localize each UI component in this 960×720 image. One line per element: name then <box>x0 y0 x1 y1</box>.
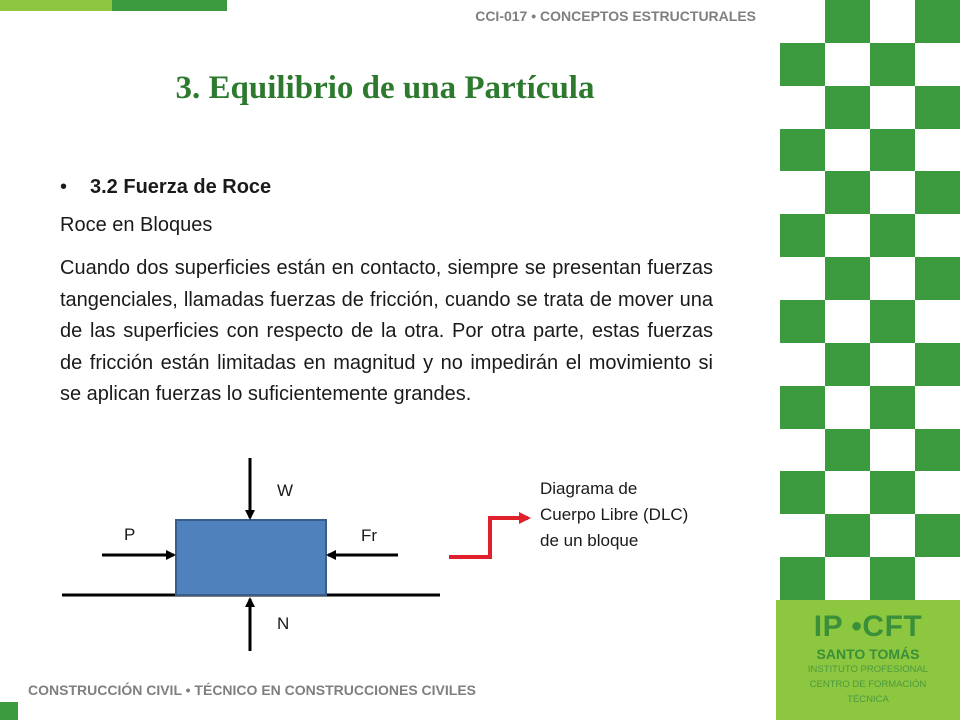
checkerboard-pattern <box>780 0 960 600</box>
checker-cell <box>915 171 960 214</box>
checker-cell <box>825 171 870 214</box>
checker-cell <box>870 429 915 472</box>
checker-cell <box>870 43 915 86</box>
logo-sub-text: SANTO TOMÁS <box>816 646 920 662</box>
checker-cell <box>825 43 870 86</box>
slide-title: 3. Equilibrio de una Partícula <box>175 70 595 106</box>
label-push: P <box>124 525 136 544</box>
checker-cell <box>825 343 870 386</box>
checker-cell <box>915 514 960 557</box>
checker-cell <box>780 257 825 300</box>
body-paragraph: Cuando dos superficies están en contacto, siempre se presentan fuerzas tangenciales, llamadas fuerzas de fricción, cuando se trata de mover una de las superficies con respecto de la otra. Por otra parte, estas fuerzas de fricción están limitadas en magnitud y no impedirán el movimiento si se aplican fuerzas lo suficientemente grandes. <box>60 257 713 405</box>
dlc-caption-line-2: Cuerpo Libre (DLC) <box>540 505 689 524</box>
course-header: CCI-017 • CONCEPTOS ESTRUCTURALES <box>475 8 756 24</box>
checker-cell <box>780 557 825 600</box>
footer-text: CONSTRUCCIÓN CIVIL • TÉCNICO EN CONSTRUCCIONES CIVILES <box>28 682 477 698</box>
checker-cell <box>870 0 915 43</box>
label-normal: N <box>277 614 290 633</box>
checker-cell <box>780 300 825 343</box>
bullet-text: 3.2 Fuerza de Roce <box>90 176 272 198</box>
checker-cell <box>915 429 960 472</box>
checker-cell <box>825 129 870 172</box>
checker-cell <box>915 0 960 43</box>
checker-cell <box>915 557 960 600</box>
checker-cell <box>825 429 870 472</box>
checker-cell <box>870 129 915 172</box>
top-accent-bar-light <box>0 0 112 11</box>
logo-line-3: TÉCNICA <box>847 694 889 705</box>
checker-cell <box>870 471 915 514</box>
checker-cell <box>870 86 915 129</box>
checker-cell <box>825 300 870 343</box>
checker-cell <box>780 514 825 557</box>
checker-cell <box>825 557 870 600</box>
checker-cell <box>780 171 825 214</box>
checker-cell <box>780 0 825 43</box>
checker-cell <box>870 557 915 600</box>
checker-cell <box>825 0 870 43</box>
checker-cell <box>915 471 960 514</box>
top-accent-bar-dark <box>112 0 227 11</box>
logo-line-1: INSTITUTO PROFESIONAL <box>807 664 929 675</box>
dlc-caption-line-1: Diagrama de <box>540 479 638 498</box>
checker-cell <box>870 171 915 214</box>
checker-cell <box>825 257 870 300</box>
logo-main-text: IP •CFT <box>813 610 923 643</box>
checker-cell <box>915 257 960 300</box>
checker-cell <box>780 343 825 386</box>
checker-cell <box>780 471 825 514</box>
checker-cell <box>870 257 915 300</box>
institution-logo <box>776 600 960 720</box>
checker-cell <box>915 43 960 86</box>
checker-cell <box>870 300 915 343</box>
checker-cell <box>780 214 825 257</box>
checker-cell <box>870 386 915 429</box>
checker-cell <box>780 386 825 429</box>
block <box>176 520 326 595</box>
corner-square <box>0 702 18 720</box>
checker-cell <box>825 514 870 557</box>
label-friction: Fr <box>361 526 378 545</box>
label-weight: W <box>277 481 294 500</box>
bullet-marker: • <box>60 176 68 198</box>
bullet-item <box>60 176 271 199</box>
checker-cell <box>825 386 870 429</box>
checker-cell <box>870 214 915 257</box>
checker-cell <box>825 214 870 257</box>
sub-heading: Roce en Bloques <box>60 214 213 236</box>
checker-cell <box>915 300 960 343</box>
checker-cell <box>780 43 825 86</box>
dlc-caption <box>540 476 740 554</box>
checker-cell <box>915 214 960 257</box>
logo-line-2: CENTRO DE FORMACIÓN <box>809 679 927 690</box>
checker-cell <box>825 471 870 514</box>
checker-cell <box>780 86 825 129</box>
checker-cell <box>780 429 825 472</box>
checker-cell <box>915 386 960 429</box>
checker-cell <box>915 343 960 386</box>
checker-cell <box>870 343 915 386</box>
checker-cell <box>915 129 960 172</box>
checker-cell <box>780 129 825 172</box>
dlc-caption-line-3: de un bloque <box>540 531 639 550</box>
dlc-connector-arrow <box>449 518 528 557</box>
checker-cell <box>915 86 960 129</box>
checker-cell <box>825 86 870 129</box>
checker-cell <box>870 514 915 557</box>
